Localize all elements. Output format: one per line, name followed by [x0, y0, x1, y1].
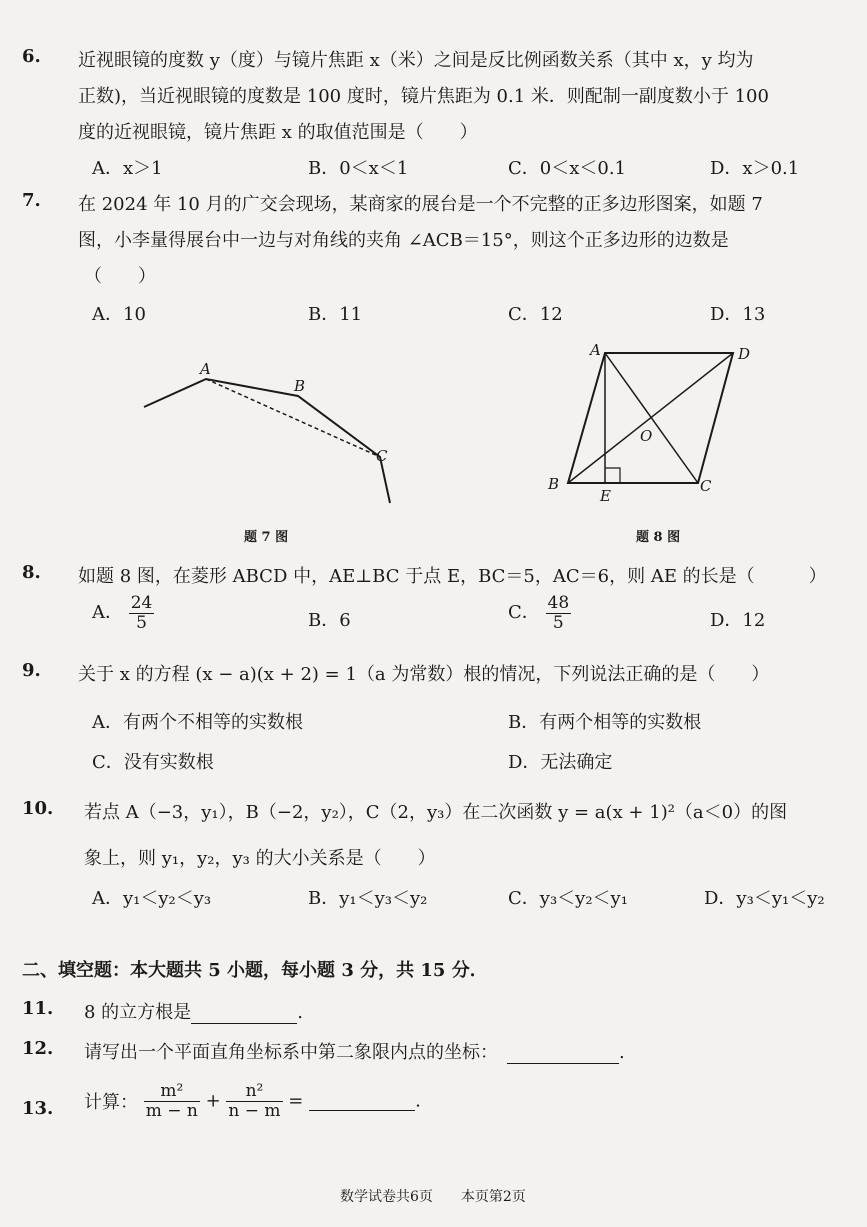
option-b: B．y₁＜y₃＜y₂	[308, 888, 428, 909]
figure-8-rhombus	[540, 335, 780, 510]
question-text-line: 正数)，当近视眼镜的度数是 100 度时，镜片焦距为 0.1 米．则配制一副度数小于 100	[78, 86, 769, 107]
figure-7-caption: 题 7 图	[244, 530, 289, 545]
question-number: 11.	[22, 998, 54, 1019]
option-b: B．有两个相等的实数根	[508, 712, 702, 733]
option-c: C．没有实数根	[92, 752, 214, 773]
question-text-line: 关于 x 的方程 (x − a)(x + 2) = 1（a 为常数）根的情况，下列说法正确的是（ ）	[78, 664, 770, 685]
denominator: 5	[136, 612, 147, 633]
question-text: 计算：	[84, 1092, 138, 1114]
label-b: B	[294, 377, 306, 395]
label-b: B	[548, 475, 560, 493]
option-a	[92, 594, 154, 632]
question-text-line: 在 2024 年 10 月的广交会现场，某商家的展台是一个不完整的正多边形图案，如题 7	[78, 194, 763, 215]
option-label: A．	[92, 602, 123, 624]
diagonal-bd	[568, 353, 733, 483]
period: .	[619, 1042, 625, 1063]
label-a: A	[590, 341, 601, 359]
label-a: A	[200, 360, 211, 378]
page-footer: 数学试卷共6页 本页第2页	[340, 1189, 526, 1205]
question-text-line: 图，小李量得展台中一边与对角线的夹角 ∠ACB＝15°，则这个正多边形的边数是	[78, 230, 729, 251]
label-c: C	[700, 477, 712, 495]
fraction	[226, 1082, 282, 1120]
option-label: C．	[508, 602, 540, 624]
question-text-line	[84, 1038, 625, 1064]
label-e: E	[600, 487, 611, 505]
option-a: A．y₁＜y₂＜y₃	[92, 888, 212, 909]
denominator: n − m	[228, 1100, 281, 1121]
question-text-line: （ ）	[84, 266, 156, 287]
question-text: 8 的立方根是	[84, 1002, 192, 1023]
option-c	[508, 594, 571, 632]
question-text: 请写出一个平面直角坐标系中第二象限内点的坐标：	[84, 1042, 489, 1063]
option-b: B．11	[308, 304, 363, 325]
question-expression	[84, 1082, 421, 1120]
label-o: O	[640, 427, 653, 445]
option-b: B．0＜x＜1	[308, 158, 409, 179]
option-a: A．有两个不相等的实数根	[92, 712, 303, 733]
option-a: A．x＞1	[92, 158, 163, 179]
numerator: m²	[144, 1082, 200, 1102]
question-number: 13.	[22, 1098, 54, 1119]
answer-blank[interactable]	[191, 1005, 297, 1024]
fraction	[546, 594, 572, 632]
question-number: 12.	[22, 1038, 54, 1059]
right-angle-mark	[605, 468, 620, 483]
option-d: D．13	[710, 304, 766, 325]
question-number: 9.	[22, 660, 41, 681]
option-a: A．10	[92, 304, 146, 325]
answer-blank[interactable]	[309, 1092, 415, 1111]
question-text-line: 如题 8 图，在菱形 ABCD 中，AE⊥BC 于点 E，BC＝5，AC＝6，则 AE 的长是（ ）	[78, 566, 827, 587]
figure-8-caption: 题 8 图	[636, 530, 681, 545]
label-c: C	[376, 447, 388, 465]
question-text-line: 近视眼镜的度数 y（度）与镜片焦距 x（米）之间是反比例函数关系（其中 x，y 均为	[78, 50, 754, 71]
option-d: D．12	[710, 610, 766, 631]
polygon-edges	[144, 379, 390, 503]
plus-sign: +	[205, 1090, 221, 1112]
question-text-line: 象上，则 y₁，y₂，y₃ 的大小关系是（ ）	[84, 848, 436, 869]
question-number: 8.	[22, 562, 41, 583]
question-text-line	[84, 998, 303, 1024]
option-c: C．0＜x＜0.1	[508, 158, 627, 179]
option-d: D．无法确定	[508, 752, 613, 773]
denominator: 5	[552, 612, 564, 633]
question-text-line: 若点 A（−3，y₁），B（−2，y₂），C（2，y₃）在二次函数 y = a(x + 1)²（a＜0）的图	[84, 802, 788, 823]
label-d: D	[738, 345, 751, 363]
equals-sign: =	[288, 1090, 304, 1112]
fraction	[144, 1082, 200, 1120]
diagonal-ac	[206, 379, 380, 457]
question-text-line: 度的近视眼镜，镜片焦距 x 的取值范围是（ ）	[78, 122, 478, 143]
numerator: n²	[226, 1082, 282, 1102]
fraction	[129, 594, 155, 632]
option-c: C．12	[508, 304, 563, 325]
question-number: 6.	[22, 46, 41, 67]
figure-7-polygon	[130, 355, 420, 515]
period: .	[415, 1090, 421, 1112]
option-d: D．x＞0.1	[710, 158, 800, 179]
question-number: 7.	[22, 190, 41, 211]
section-heading: 二、填空题：本大题共 5 小题，每小题 3 分，共 15 分．	[22, 960, 488, 981]
answer-blank[interactable]	[507, 1045, 619, 1064]
question-number: 10.	[22, 798, 54, 819]
option-c: C．y₃＜y₂＜y₁	[508, 888, 628, 909]
numerator: 24	[130, 593, 153, 613]
denominator: m − n	[145, 1100, 198, 1121]
option-d: D．y₃＜y₁＜y₂	[704, 888, 825, 909]
option-b: B．6	[308, 610, 351, 631]
period: .	[297, 1002, 303, 1023]
numerator: 48	[547, 593, 570, 613]
